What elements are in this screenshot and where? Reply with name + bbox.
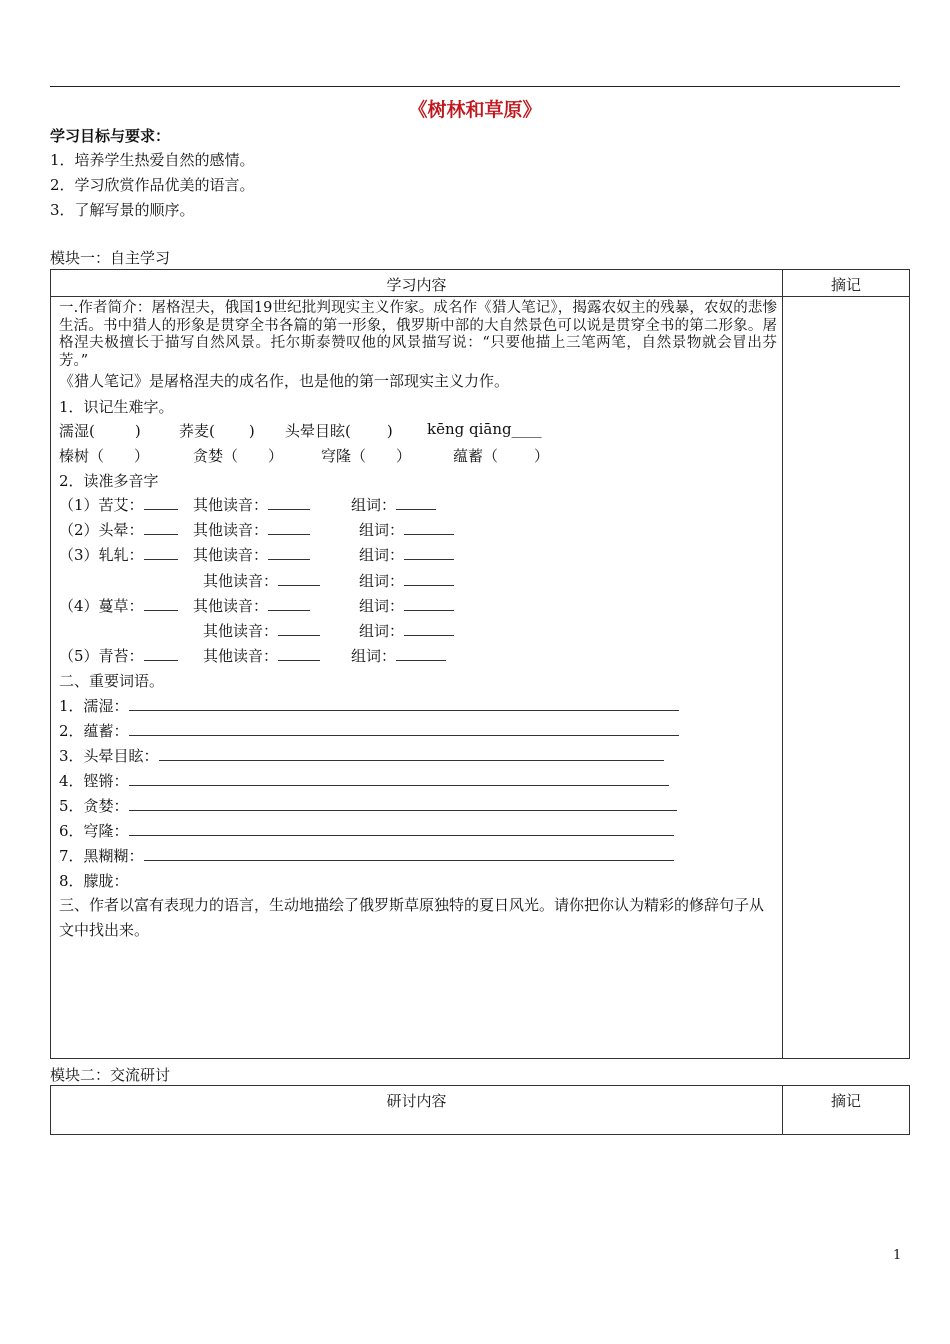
- module2-table: [50, 1085, 910, 1135]
- poly-4-other: 其他读音：: [193, 595, 310, 616]
- term-row: 3．头晕目眩：: [59, 745, 664, 766]
- poly-3-other: 其他读音：: [193, 544, 310, 565]
- table-column-divider: [782, 270, 783, 1058]
- col-header-notes: 摘记: [830, 1092, 861, 1110]
- page-title: 《树林和草原》: [408, 99, 542, 121]
- section1-title: 1．识记生难字。: [59, 398, 174, 416]
- poly-4-other-2: 其他读音：: [203, 620, 320, 641]
- module2-heading: 模块二：交流研讨: [50, 1066, 171, 1084]
- term-row: 5．贪婪：: [59, 795, 677, 816]
- goal-item: 3．了解写景的顺序。: [50, 201, 195, 219]
- table-header-rule: [51, 296, 909, 297]
- term-row: 2．蕴蓄：: [59, 720, 679, 741]
- term-row: 6．穹隆：: [59, 820, 674, 841]
- col-header-notes: 摘记: [830, 276, 861, 294]
- poly-4-zuci-2: 组词：: [359, 620, 454, 641]
- poly-1-other: 其他读音：: [193, 494, 310, 515]
- poly-2-other: 其他读音：: [193, 519, 310, 540]
- section-three-question: 三、作者以富有表现力的语言，生动地描绘了俄罗斯草原独特的夏日风光。请你把你认为精彩的修辞句子从文中找出来。: [59, 896, 765, 939]
- word-3: 头晕目眩( ): [285, 422, 393, 440]
- section2-title: 2．读准多音字: [59, 472, 159, 490]
- term-row: 4．铿锵：: [59, 770, 669, 791]
- term-row: 1．濡湿：: [59, 695, 679, 716]
- col-header-content: 学习内容: [386, 276, 447, 294]
- intro-line-2: 《猎人笔记》是屠格涅夫的成名作，也是他的第一部现实主义力作。: [59, 372, 510, 390]
- poly-3-zuci: 组词：: [359, 544, 454, 565]
- goals-heading: 学习目标与要求：: [50, 127, 171, 145]
- term-row: 7．黑糊糊：: [59, 845, 674, 866]
- col-header-discussion: 研讨内容: [386, 1092, 447, 1110]
- poly-2-zuci: 组词：: [359, 519, 454, 540]
- poly-5: （5）青苔：: [59, 645, 178, 666]
- poly-2: （2）头晕：: [59, 519, 178, 540]
- module1-table: [50, 269, 910, 1059]
- word-7: 穹隆（ ）: [321, 447, 412, 465]
- poly-3-other-2: 其他读音：: [203, 570, 320, 591]
- poly-1: （1）苦艾：: [59, 494, 178, 515]
- page-number: 1: [893, 1248, 902, 1263]
- word-5: 榛树（ ）: [59, 447, 150, 465]
- poly-5-zuci: 组词：: [351, 645, 446, 666]
- goal-item: 1．培养学生热爱自然的感情。: [50, 151, 255, 169]
- section-two-title: 二、重要词语。: [59, 672, 165, 690]
- term-row: 8．朦胧：: [59, 872, 129, 890]
- poly-3-zuci-2: 组词：: [359, 570, 454, 591]
- module1-heading: 模块一：自主学习: [50, 249, 171, 267]
- top-rule: [50, 86, 900, 87]
- poly-4-zuci: 组词：: [359, 595, 454, 616]
- author-intro: 一.作者简介：屠格涅夫，俄国19世纪批判现实主义作家。成名作《猎人笔记》，揭露农奴主的残暴，农奴的悲惨生活。书中猎人的形象是贯穿全书各篇的第一形象，俄罗斯中部的大自然景色可以说是贯穿全书的第二形象。屠格涅夫极擅长于描写自然风景。托尔斯泰赞叹他的风景描写说：“只要他描上三笔两笔，自然景物就会冒出芬芳。”: [59, 300, 777, 369]
- word-2: 荞麦( ): [179, 422, 255, 440]
- poly-1-zuci: 组词：: [351, 494, 436, 515]
- word-4: kēng qiāng____: [427, 420, 542, 438]
- word-6: 贪婪（ ）: [193, 447, 284, 465]
- word-1: 濡湿( ): [59, 422, 141, 440]
- poly-3: （3）轧轧：: [59, 544, 178, 565]
- goal-item: 2．学习欣赏作品优美的语言。: [50, 176, 255, 194]
- word-8: 蕴蓄（ ）: [453, 447, 550, 465]
- poly-4: （4）蔓草：: [59, 595, 178, 616]
- poly-5-other: 其他读音：: [203, 645, 320, 666]
